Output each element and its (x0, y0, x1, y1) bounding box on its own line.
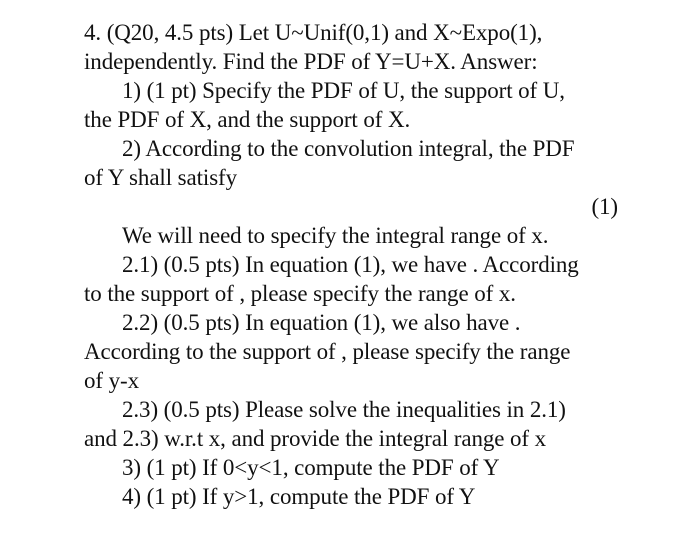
problem-line-14: 2.3) (0.5 pts) Please solve the inequalities in 2.1) (122, 397, 566, 422)
problem-line-10: to the support of , please specify the range of x. (84, 281, 516, 306)
problem-line-17: 4) (1 pt) If y>1, compute the PDF of Y (122, 484, 476, 509)
problem-line-12: According to the support of , please specify the range (84, 339, 571, 364)
problem-line-6: of Y shall satisfy (84, 165, 238, 190)
problem-line-16: 3) (1 pt) If 0<y<1, compute the PDF of Y (122, 455, 500, 480)
problem-line-2: independently. Find the PDF of Y=U+X. Answer: (84, 49, 538, 74)
problem-line-3: 1) (1 pt) Specify the PDF of U, the support of U, (122, 78, 565, 103)
equation-number: (1) (591, 194, 618, 219)
problem-line-8: We will need to specify the integral range of x. (122, 223, 549, 248)
problem-line-9: 2.1) (0.5 pts) In equation (1), we have . According (122, 252, 579, 277)
problem-line-15: and 2.3) w.r.t x, and provide the integral range of x (84, 426, 547, 451)
problem-line-11: 2.2) (0.5 pts) In equation (1), we also have . (122, 310, 521, 335)
problem-line-4: the PDF of X, and the support of X. (84, 107, 411, 132)
problem-line-13: of y-x (84, 368, 139, 393)
problem-line-5: 2) According to the convolution integral, the PDF (122, 136, 575, 161)
problem-line-1: 4. (Q20, 4.5 pts) Let U~Unif(0,1) and X~Expo(1), (84, 20, 543, 45)
